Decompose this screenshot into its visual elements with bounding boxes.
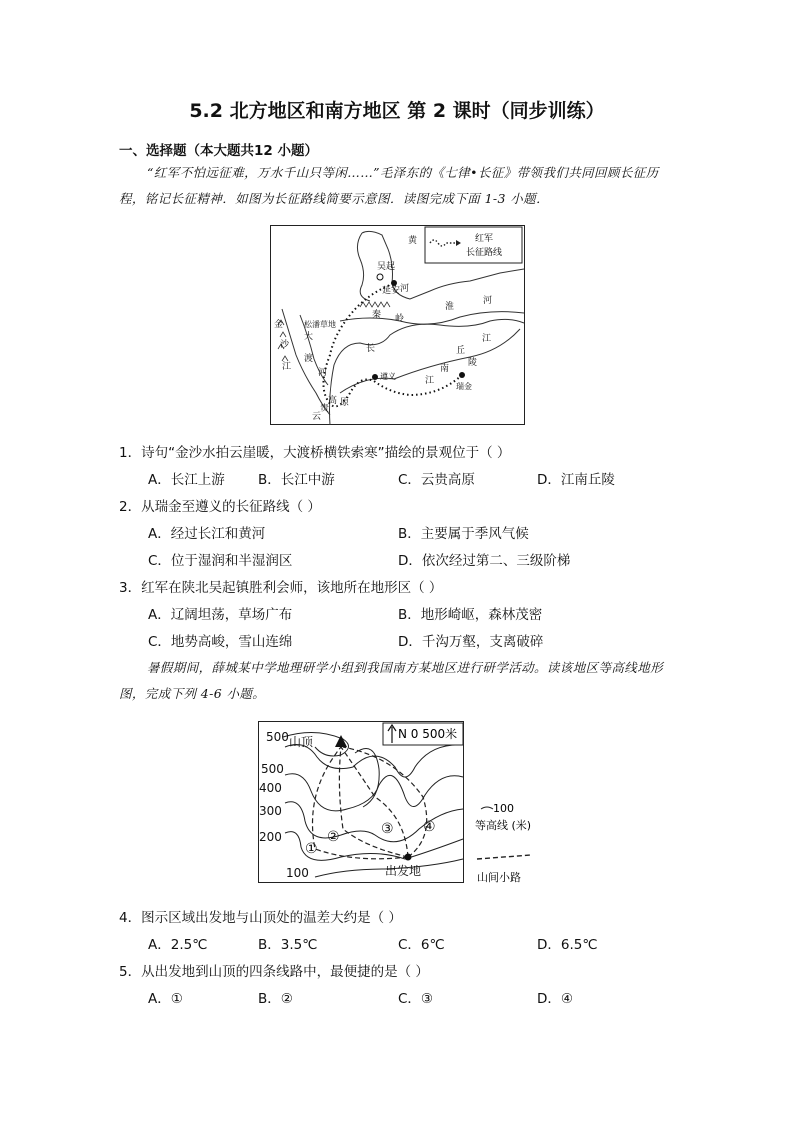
svg-text:黄: 黄 <box>408 236 418 246</box>
question-5-stem: 5．从出发地到山顶的四条线路中，最便捷的是（ ） <box>119 964 429 980</box>
svg-text:南: 南 <box>440 364 450 374</box>
q3-option-d[interactable]: D．千沟万壑，支离破碎 <box>398 634 544 650</box>
svg-text:高: 高 <box>328 396 338 406</box>
svg-text:河: 河 <box>483 296 493 306</box>
svg-text:江: 江 <box>425 376 435 386</box>
svg-text:100: 100 <box>286 866 309 880</box>
question-3-stem: 3．红军在陕北吴起镇胜利会师，该地所在地形区（ ） <box>119 580 443 596</box>
svg-text:等高线 (米): 等高线 (米) <box>475 819 532 832</box>
svg-text:300: 300 <box>259 804 282 818</box>
svg-text:③: ③ <box>381 821 394 837</box>
q4-option-b[interactable]: B．3.5℃ <box>258 937 318 953</box>
wuqi-marker <box>377 274 383 280</box>
legend-route: 长征路线 <box>465 248 503 258</box>
q1-option-a[interactable]: A．长江上游 <box>148 472 225 488</box>
svg-text:200: 200 <box>259 830 282 844</box>
q3-option-c[interactable]: C．地势高峻，雪山连绵 <box>148 634 293 650</box>
svg-text:500: 500 <box>261 762 284 776</box>
passage-1: “红军不怕远征难，万水千山只等闲……”毛泽东的《七律•长征》带领我们共同回顾长征历程，铭记长征精神．如图为长征路线简要示意图．读图完成下面 1-3 小题． <box>119 165 659 206</box>
svg-text:长: 长 <box>366 344 376 354</box>
q5-option-b[interactable]: B．② <box>258 991 293 1007</box>
q3-option-b[interactable]: B．地形崎岖，森林茂密 <box>398 607 543 623</box>
contour-map <box>255 717 545 887</box>
start-marker <box>405 854 412 861</box>
svg-text:②: ② <box>327 829 340 845</box>
long-march-map <box>270 225 525 425</box>
svg-text:陵: 陵 <box>468 358 478 368</box>
q5-option-d[interactable]: D．④ <box>537 991 573 1007</box>
q5-option-c[interactable]: C．③ <box>398 991 434 1007</box>
section-heading: 一、选择题（本大题共12 小题） <box>119 143 318 159</box>
q3-option-a[interactable]: A．辽阔坦荡，草场广布 <box>148 607 293 623</box>
svg-text:贵: 贵 <box>320 404 330 414</box>
svg-text:岭: 岭 <box>395 314 405 324</box>
svg-text:100: 100 <box>493 802 514 815</box>
q2-option-c[interactable]: C．位于湿润和半湿润区 <box>148 553 293 569</box>
svg-text:云: 云 <box>312 412 322 422</box>
q5-option-a[interactable]: A．① <box>148 991 183 1007</box>
q4-option-a[interactable]: A．2.5℃ <box>148 937 208 953</box>
svg-text:渡: 渡 <box>304 354 314 364</box>
ruijin-marker <box>459 372 465 378</box>
svg-text:丘: 丘 <box>456 346 466 356</box>
q1-option-b[interactable]: B．长江中游 <box>258 472 335 488</box>
q4-option-d[interactable]: D．6.5℃ <box>537 937 598 953</box>
svg-text:原: 原 <box>340 398 350 408</box>
svg-text:延安: 延安 <box>382 286 401 296</box>
svg-text:松潘草地: 松潘草地 <box>304 320 336 329</box>
svg-text:淮: 淮 <box>445 302 455 312</box>
legend-red-army: 红军 <box>474 234 494 244</box>
q2-option-b[interactable]: B．主要属于季风气候 <box>398 526 529 542</box>
q1-option-c[interactable]: C．云贵高原 <box>398 472 475 488</box>
svg-text:④: ④ <box>423 819 436 835</box>
svg-text:江: 江 <box>482 334 492 344</box>
zunyi-marker <box>372 374 378 380</box>
svg-text:400: 400 <box>259 781 282 795</box>
question-2-stem: 2．从瑞金至遵义的长征路线（ ） <box>119 499 321 515</box>
svg-text:大: 大 <box>304 332 314 342</box>
svg-text:遵义: 遵义 <box>380 372 396 381</box>
q2-option-d[interactable]: D．依次经过第二、三级阶梯 <box>398 553 571 569</box>
svg-text:沙: 沙 <box>280 340 290 350</box>
passage-2: 暑假期间，薛城某中学地理研学小组到我国南方某地区进行研学活动。读该地区等高线地形图，完成下列 4-6 小题。 <box>119 660 664 701</box>
page-title: 5.2 北方地区和南方地区 第 2 课时（同步训练） <box>189 100 605 122</box>
q4-option-c[interactable]: C．6℃ <box>398 937 445 953</box>
svg-text:山间小路: 山间小路 <box>477 871 521 884</box>
svg-text:河: 河 <box>318 368 328 378</box>
svg-text:瑞金: 瑞金 <box>456 382 472 391</box>
q2-option-a[interactable]: A．经过长江和黄河 <box>148 526 266 542</box>
scale-label: N 0 500米 <box>398 727 458 741</box>
question-1-stem: 1．诗句“金沙水拍云崖暖，大渡桥横铁索寒”描绘的景观位于（ ） <box>119 445 511 461</box>
q1-option-d[interactable]: D．江南丘陵 <box>537 472 615 488</box>
question-4-stem: 4．图示区域出发地与山顶处的温差大约是（ ） <box>119 910 402 926</box>
start-label: 出发地 <box>385 864 422 878</box>
svg-text:河: 河 <box>400 284 410 294</box>
svg-text:吴起: 吴起 <box>377 262 396 272</box>
svg-text:江: 江 <box>282 362 292 372</box>
svg-text:①: ① <box>305 841 318 857</box>
svg-text:秦: 秦 <box>372 310 382 320</box>
peak-label: 山顶 <box>289 735 314 749</box>
svg-text:500: 500 <box>266 730 289 744</box>
svg-text:金: 金 <box>274 320 284 330</box>
